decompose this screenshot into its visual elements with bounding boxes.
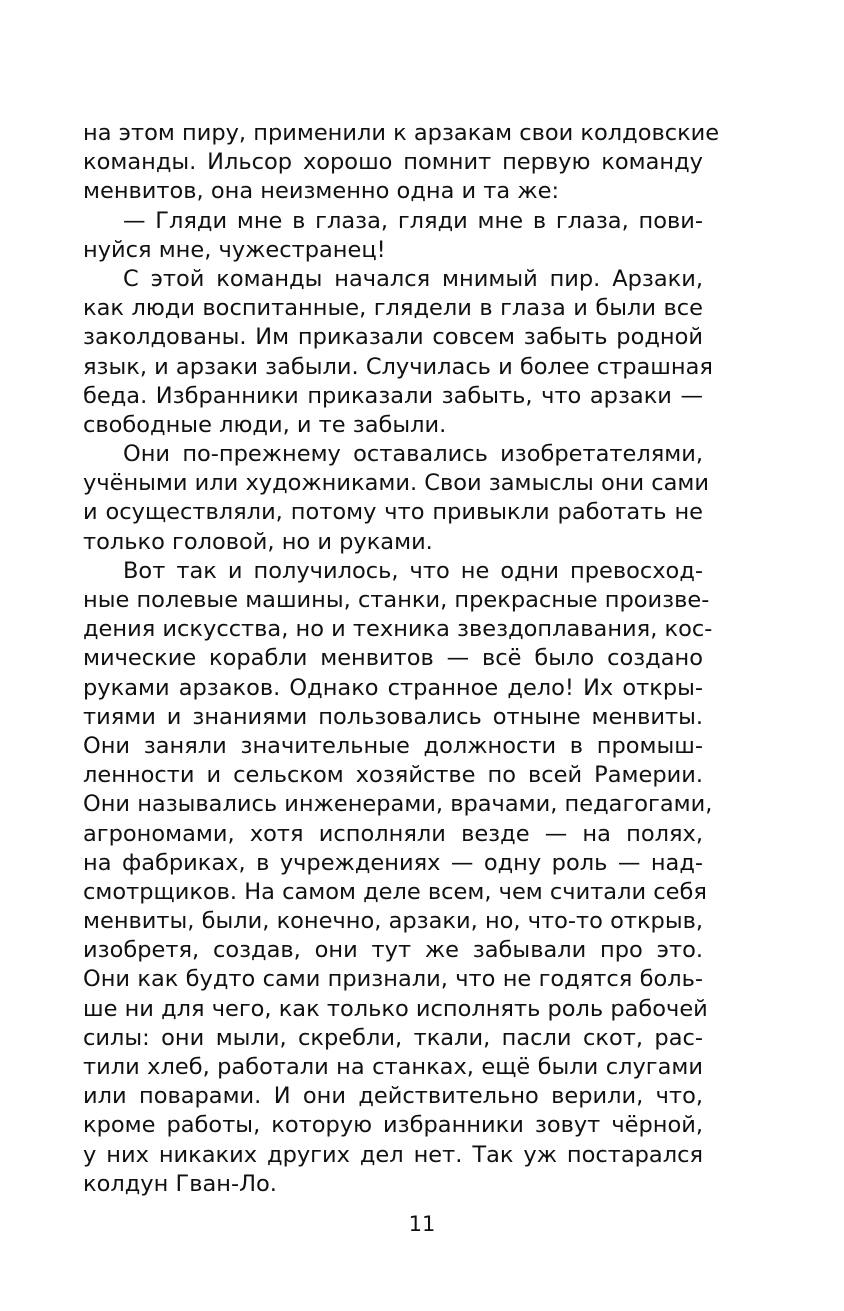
text-line: как люди воспитанные, глядели в глаза и были все xyxy=(83,295,703,322)
text-line: агрономами, хотя исполняли везде — на полях, xyxy=(83,820,703,847)
text-line: беда. Избранники приказали забыть, что арзаки — xyxy=(83,382,703,409)
paragraph xyxy=(83,207,703,265)
body-text xyxy=(83,119,720,1199)
text-line: ные полевые машины, станки, прекрасные произве- xyxy=(83,587,710,613)
text-line: Они заняли значительные должности в промыш- xyxy=(83,732,703,759)
text-line: свободные люди, и те забыли. xyxy=(83,411,447,438)
page-number: 11 xyxy=(408,1212,436,1236)
text-line: тиями и знаниями пользовались отныне менвиты. xyxy=(83,703,703,730)
text-line: кроме работы, которую избранники зовут чёрной, xyxy=(83,1112,703,1139)
text-line: мические корабли менвитов — всё было создано xyxy=(83,645,703,672)
text-line: Они по-прежнему оставались изобретателями, xyxy=(123,441,703,468)
paragraph xyxy=(83,265,713,440)
text-line: на фабриках, в учреждениях — одну роль — над- xyxy=(83,849,703,876)
text-line: силы: они мыли, скребли, ткали, пасли скот, рас- xyxy=(83,1024,703,1051)
text-line: смотрщиков. На самом деле всем, чем считали себя xyxy=(83,878,707,905)
text-line: заколдованы. Им приказали совсем забыть родной xyxy=(83,324,703,351)
text-line: только головой, но и руками. xyxy=(83,528,433,555)
text-line: С этой команды начался мнимый пир. Арзаки, xyxy=(123,265,703,292)
text-line: ленности и сельском хозяйстве по всей Рамерии. xyxy=(83,762,703,789)
text-line: Вот так и получилось, что не одни превосход- xyxy=(123,557,703,584)
paragraph xyxy=(83,440,709,557)
text-line: и осуществляли, потому что привыкли работать не xyxy=(83,499,703,526)
text-line: ше ни для чего, как только исполнять роль рабочей xyxy=(83,995,708,1022)
text-line: изобретя, создав, они тут же забывали про это. xyxy=(83,937,703,964)
paragraph xyxy=(83,119,720,207)
text-line: нуйся мне, чужестранец! xyxy=(83,236,386,263)
text-line: — Гляди мне в глаза, гляди мне в глаза, пови- xyxy=(123,207,703,234)
text-line: на этом пиру, применили к арзакам свои колдовские xyxy=(83,120,720,146)
text-line: руками арзаков. Однако странное дело! Их откры- xyxy=(83,674,703,701)
text-line: менвиты, были, конечно, арзаки, но, что-то открыв, xyxy=(83,908,703,935)
text-line: у них никаких других дел нет. Так уж постарался xyxy=(83,1141,703,1168)
text-line: учёными или художниками. Свои замыслы они сами xyxy=(83,470,709,497)
text-line: Они как будто сами признали, что не годятся боль- xyxy=(83,966,703,993)
text-line: язык, и арзаки забыли. Случилась и более страшная xyxy=(83,353,713,380)
text-line: дения искусства, но и техника звездоплавания, кос- xyxy=(83,616,713,643)
paragraph xyxy=(83,557,713,1199)
text-line: команды. Ильсор хорошо помнит первую команду xyxy=(83,149,703,176)
text-line: или поварами. И они действительно верили, что, xyxy=(83,1083,703,1110)
text-line: тили хлеб, работали на станках, ещё были слугами xyxy=(83,1054,703,1080)
text-line: менвитов, она неизменно одна и та же: xyxy=(83,178,560,205)
text-line: Они назывались инженерами, врачами, педагогами, xyxy=(83,791,713,818)
text-line: колдун Гван-Ло. xyxy=(83,1170,277,1197)
